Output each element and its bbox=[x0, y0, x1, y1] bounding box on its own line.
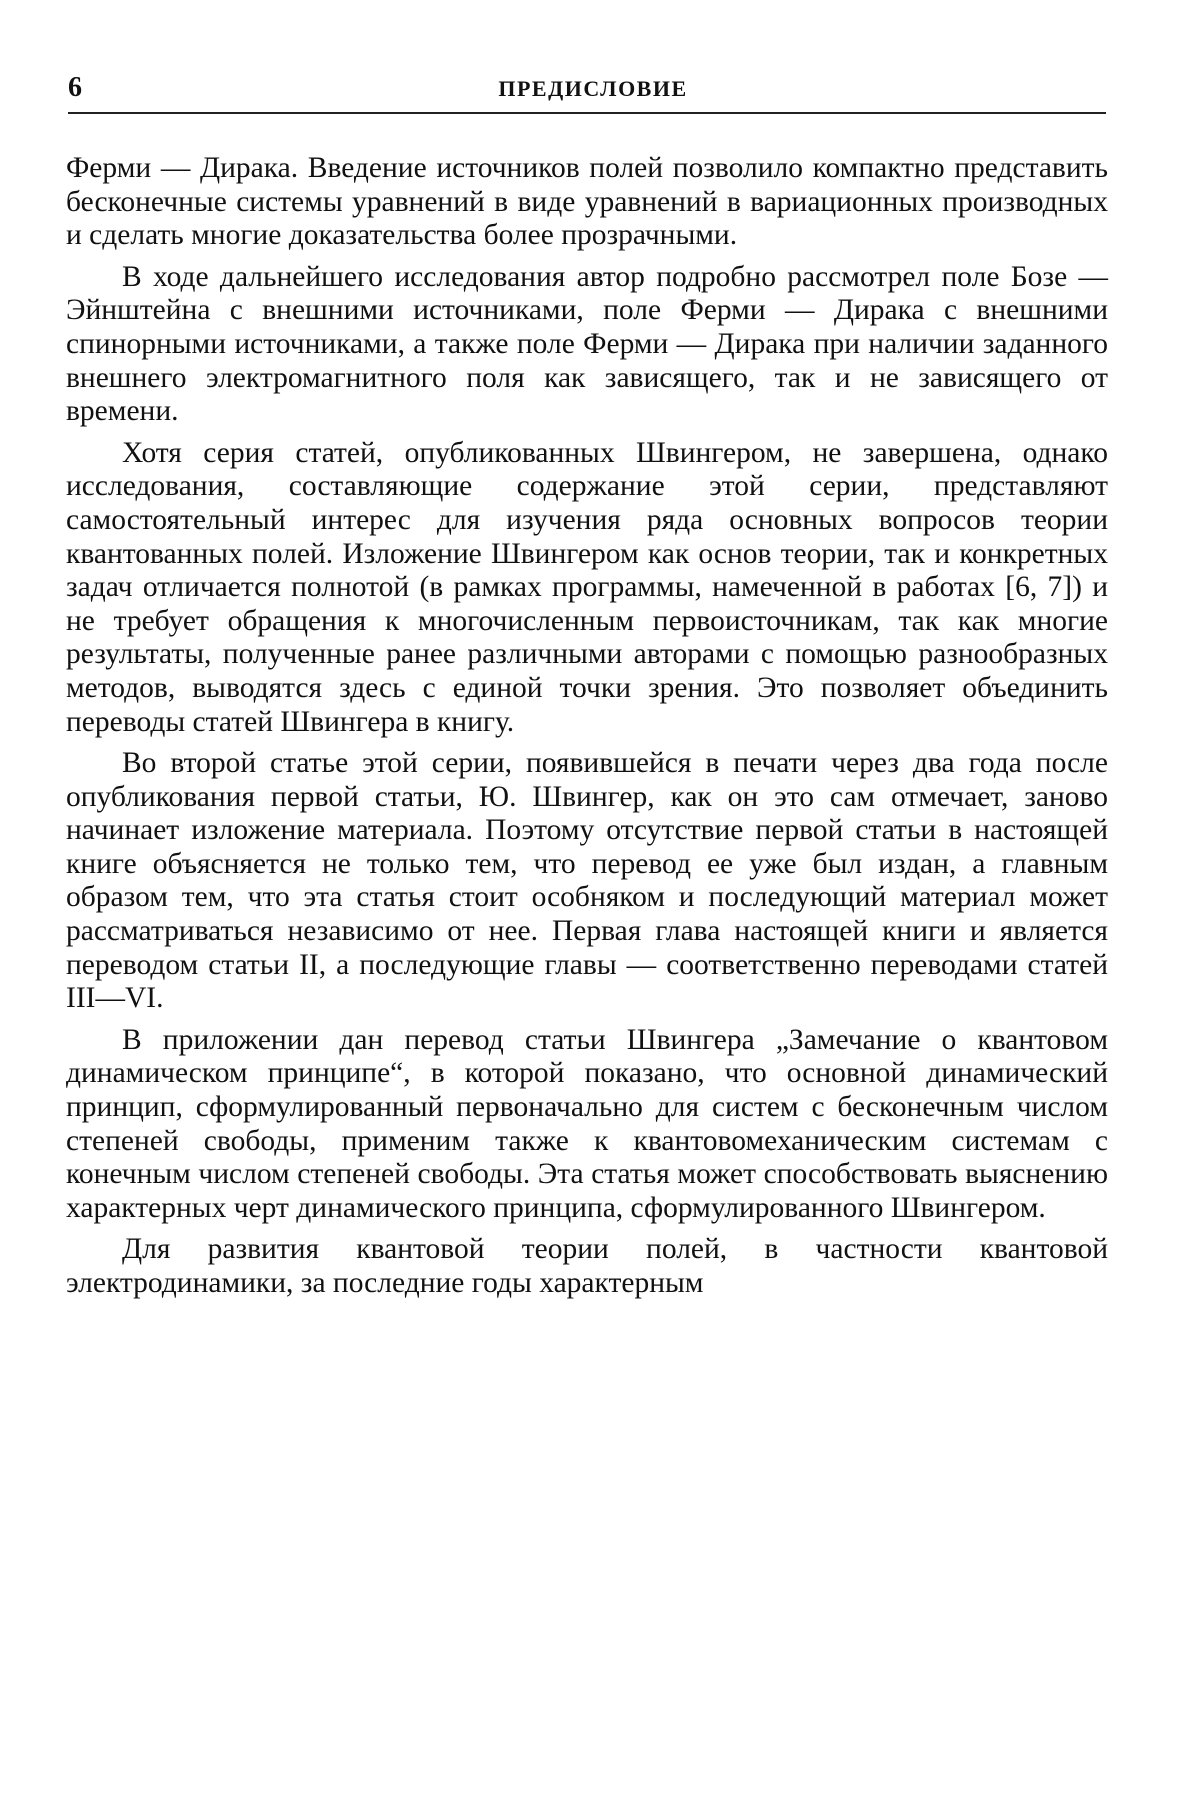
header-rule bbox=[68, 112, 1106, 114]
paragraph: Хотя серия статей, опубликованных Швингером, не завершена, однако исследования, составляющие содержание этой серии, представляют самостоятельный интерес для изучения ряда основных вопросов теории квантованных полей. Изложение Швингером как основ теории, так и конкретных задач отличается полнотой (в рамках программы, намеченной в работах [6, 7]) и не требует обращения к многочисленным первоисточникам, так как многие результаты, полученные ранее различными авторами с помощью разнообразных методов, выводятся здесь с единой точки зрения. Это позволяет объединить переводы статей Швингера в книгу. bbox=[66, 436, 1108, 738]
running-head: ПРЕДИСЛОВИЕ bbox=[498, 76, 688, 101]
page-header bbox=[68, 72, 1106, 112]
body-text bbox=[66, 152, 1108, 1309]
paragraph: Во второй статье этой серии, появившейся в печати через два года после опубликования первой статьи, Ю. Швингер, как он это сам отмечает, заново начинает изложение материала. Поэтому отсутствие первой статьи в настоящей книге объясняется не только тем, что перевод ее уже был издан, а главным образом тем, что эта статья стоит особняком и последующий материал может рассматриваться независимо от нее. Первая глава настоящей книги и является переводом статьи II, а последующие главы — соответственно переводами статей III—VI. bbox=[66, 747, 1108, 1015]
paragraph: Ферми — Дирака. Введение источников полей позволило компактно представить бесконечные системы уравнений в виде уравнений в вариационных производных и сделать многие доказательства более прозрачными. bbox=[66, 152, 1108, 252]
paragraph: В ходе дальнейшего исследования автор подробно рассмотрел поле Бозе — Эйнштейна с внешними источниками, поле Ферми — Дирака с внешними спинорными источниками, а также поле Ферми — Дирака при наличии заданного внешнего электромагнитного поля как зависящего, так и не зависящего от времени. bbox=[66, 260, 1108, 428]
paragraph: Для развития квантовой теории полей, в частности квантовой электродинамики, за последние годы характерным bbox=[66, 1233, 1108, 1299]
page-number: 6 bbox=[68, 72, 82, 103]
paragraph: В приложении дан перевод статьи Швингера „Замечание о квантовом динамическом принципе“, в которой показано, что основной динамический принцип, сформулированный первоначально для систем с бесконечным числом степеней свободы, применим также к квантовомеханическим системам с конечным числом степеней свободы. Эта статья может способствовать выяснению характерных черт динамического принципа, сформулированного Швингером. bbox=[66, 1023, 1108, 1224]
